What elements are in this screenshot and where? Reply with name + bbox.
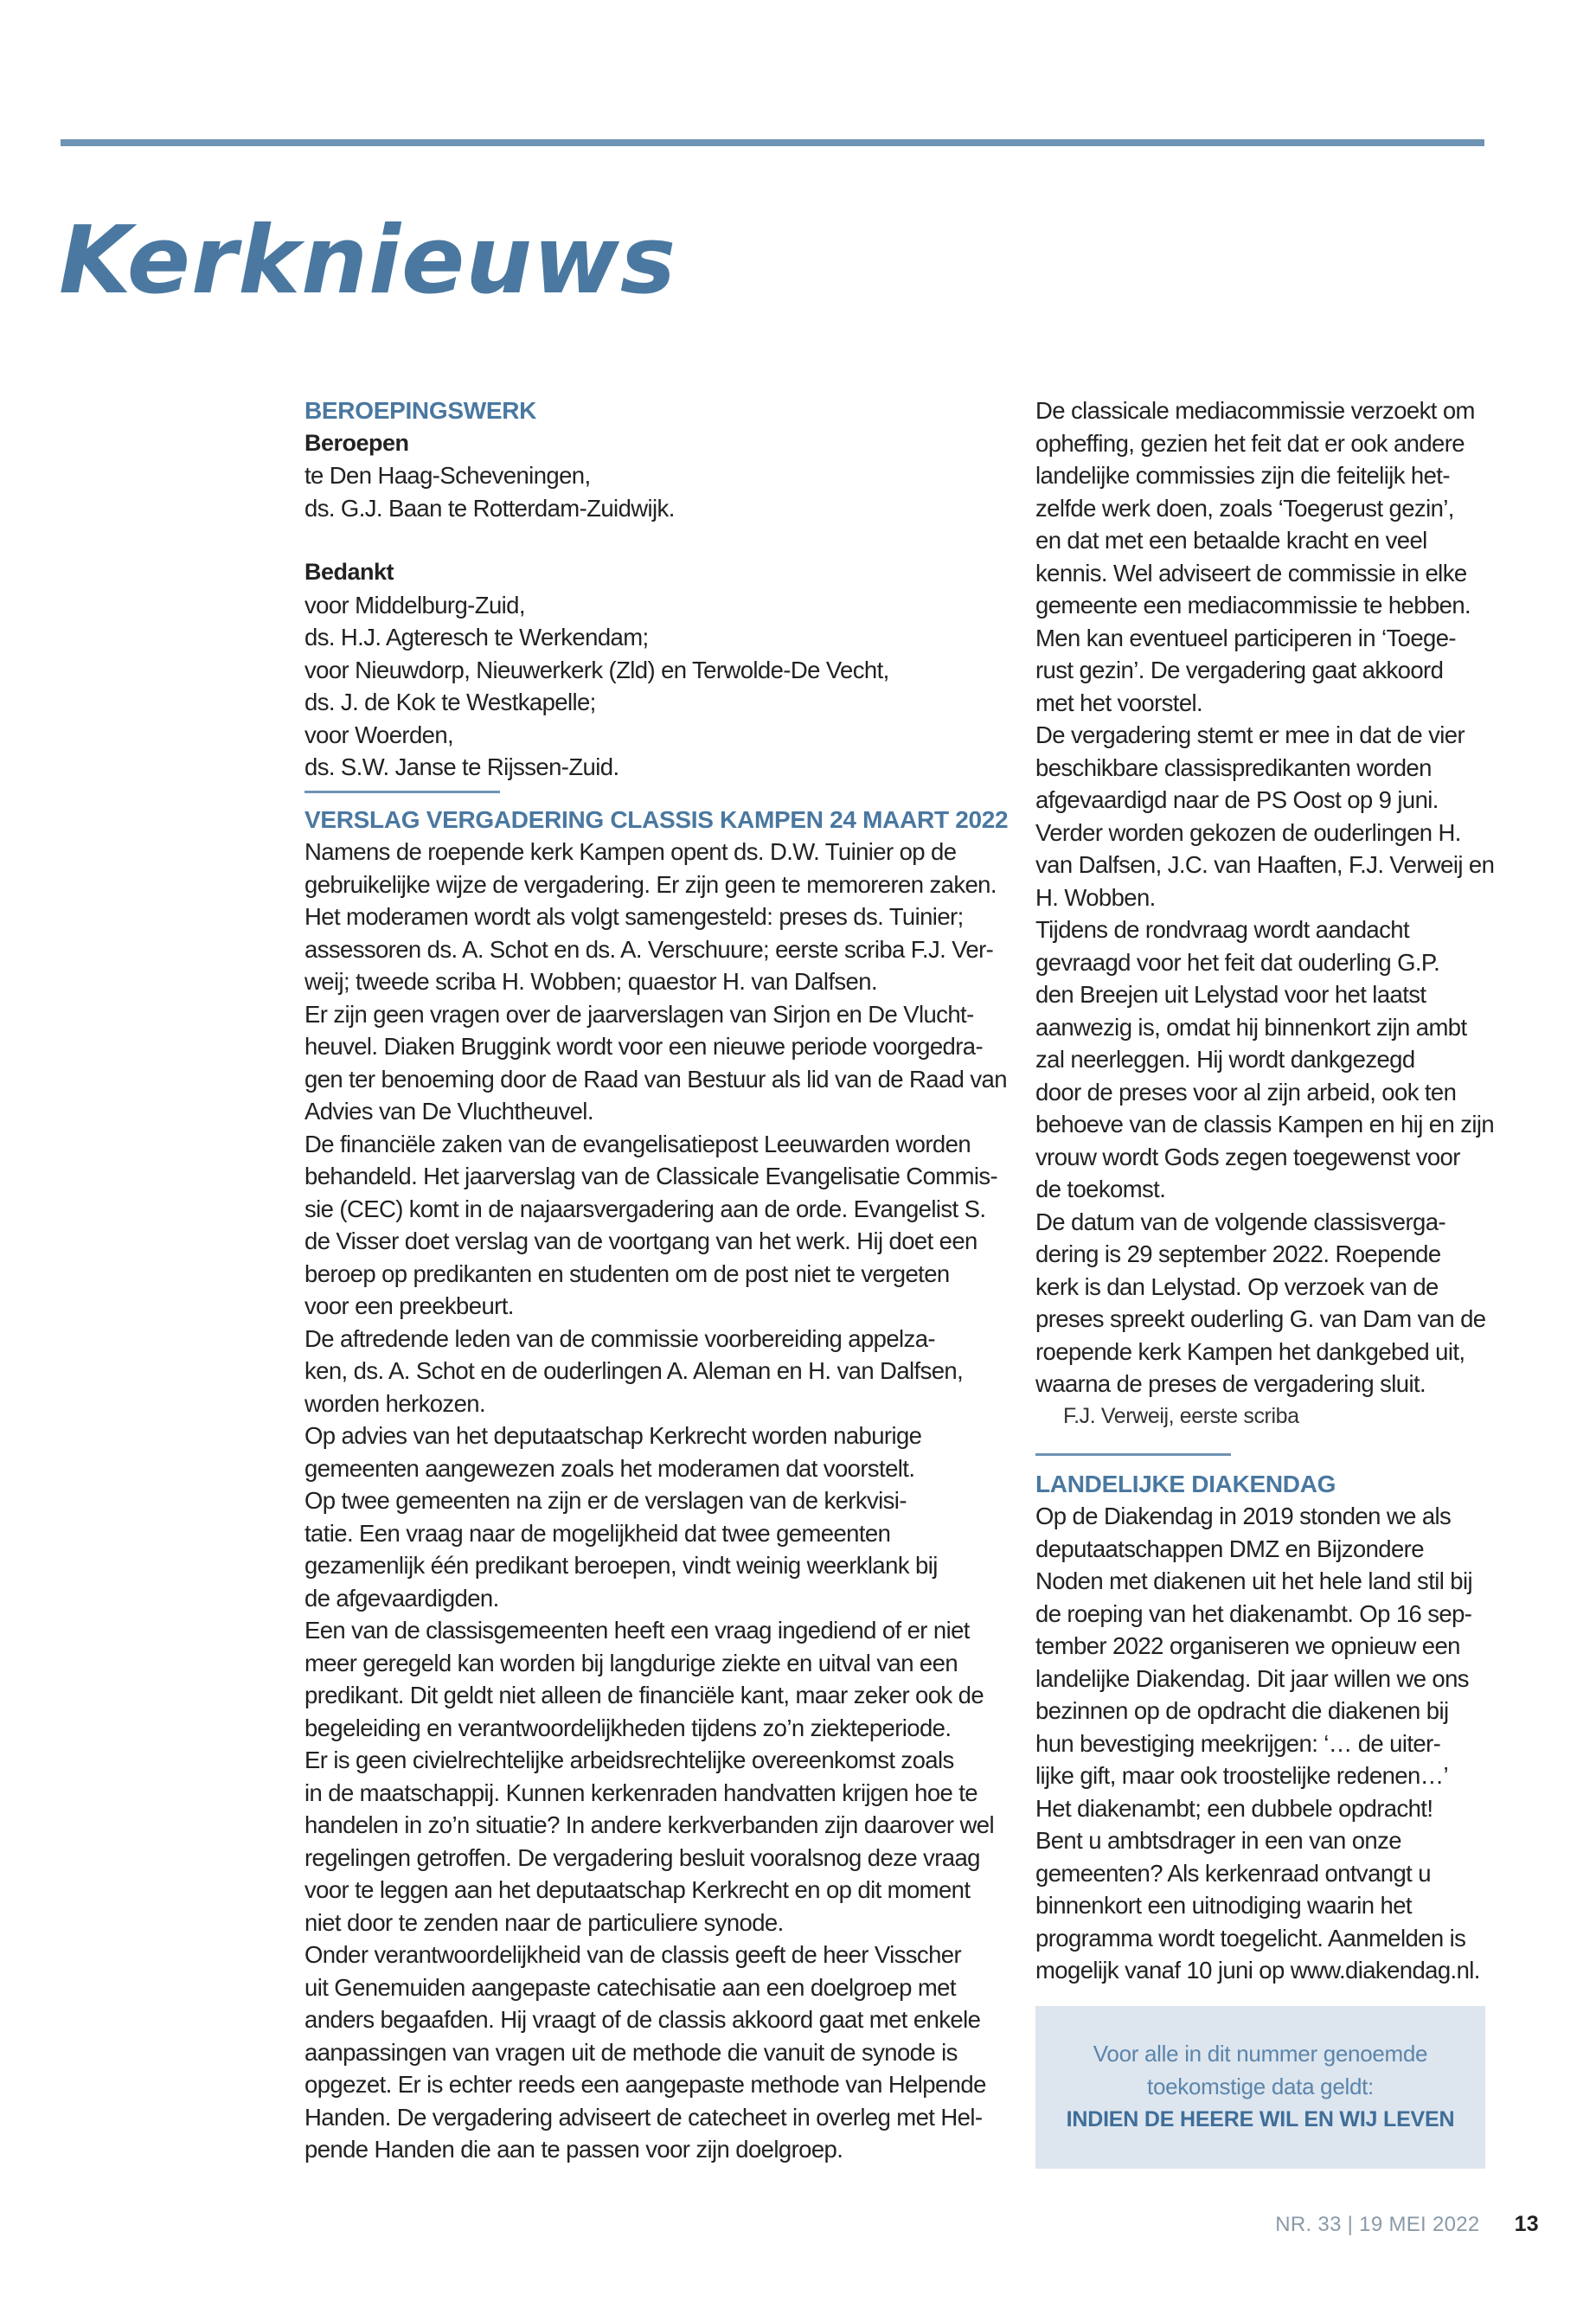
text-line: Tijdens de rondvraag wordt aandacht	[1035, 916, 1410, 943]
text-line: gevraagd voor het feit dat ouderling G.P.	[1035, 948, 1440, 976]
bedankt-list	[304, 589, 1014, 784]
bedankt-label: Bedankt	[304, 559, 394, 585]
text-line: ds. J. de Kok te Westkapelle;	[304, 689, 596, 715]
text-line: van Dalfsen, J.C. van Haaften, F.J. Verweij en	[1035, 851, 1495, 878]
text-line: zal neerleggen. Hij wordt dankgezegd	[1035, 1046, 1415, 1073]
text-line: sie (CEC) komt in de najaarsvergadering aan de orde. Evangelist S.	[304, 1195, 986, 1222]
text-line: afgevaardigd naar de PS Oost op 9 juni.	[1035, 786, 1439, 813]
text-line: Het moderamen wordt als volgt samengesteld: preses ds. Tuinier;	[304, 903, 964, 930]
diakendag-body	[1035, 1500, 1485, 1987]
text-line: de Visser doet verslag van de voortgang van het werk. Hij doet een	[304, 1227, 977, 1254]
text-line: ds. G.J. Baan te Rotterdam-Zuidwijk.	[304, 494, 675, 522]
text-line: tatie. Een vraag naar de mogelijkheid dat twee gemeenten	[304, 1519, 891, 1547]
text-line: gebruikelijke wijze de vergadering. Er zijn geen te memoreren zaken.	[304, 870, 997, 898]
section-divider	[1035, 1453, 1231, 1456]
text-line: Noden met diakenen uit het hele land stil bij	[1035, 1567, 1473, 1594]
text-line: behandeld. Het jaarverslag van de Classicale Evangelisatie Commis-	[304, 1163, 998, 1189]
page-number: 13	[1514, 2212, 1539, 2236]
notice-line-3: INDIEN DE HEERE WIL EN WIJ LEVEN	[1066, 2106, 1455, 2131]
text-line: De financiële zaken van de evangelisatiepost Leeuwarden worden	[304, 1130, 971, 1157]
text-line: heuvel. Diaken Bruggink wordt voor een nieuwe periode voorgedra-	[304, 1033, 984, 1060]
notice-line-1: Voor alle in dit nummer genoemde	[1093, 2040, 1428, 2067]
text-line: predikant. Dit geldt niet alleen de financiële kant, maar zeker ook de	[304, 1682, 984, 1708]
text-line: aanwezig is, omdat hij binnenkort zijn ambt	[1035, 1013, 1467, 1041]
text-line: dering is 29 september 2022. Roepende	[1035, 1240, 1441, 1267]
section-divider	[304, 791, 500, 793]
text-line: worden herkozen.	[304, 1389, 486, 1417]
text-line: H. Wobben.	[1035, 883, 1156, 911]
text-line: meer geregeld kan worden bij langdurige ziekte en uitval van een	[304, 1649, 958, 1676]
text-line: handelen in zo’n situatie? In andere kerkverbanden zijn daarover wel	[304, 1811, 994, 1838]
text-line: lijke gift, maar ook troostelijke redenen…’	[1035, 1762, 1449, 1789]
text-line: Het diakenambt; een dubbele opdracht!	[1035, 1794, 1433, 1822]
issue-info: NR. 33 | 19 MEI 2022	[1275, 2213, 1480, 2236]
text-line: voor te leggen aan het deputaatschap Kerkrecht en op dit moment	[304, 1876, 971, 1903]
text-line: Op twee gemeenten na zijn er de verslagen van de kerkvisi-	[304, 1487, 907, 1514]
text-line: opheffing, gezien het feit dat er ook andere	[1035, 429, 1465, 457]
text-line: deputaatschappen DMZ en Bijzondere	[1035, 1535, 1424, 1562]
text-line: ds. S.W. Janse te Rijssen-Zuid.	[304, 753, 619, 780]
text-line: assessoren ds. A. Schot en ds. A. Verschuure; eerste scriba F.J. Ver-	[304, 935, 994, 963]
verslag-body-left	[304, 836, 1014, 2166]
text-line: bezinnen op de opdracht die diakenen bij	[1035, 1697, 1449, 1724]
text-line: beschikbare classispredikanten worden	[1035, 753, 1432, 781]
text-line: ds. H.J. Agteresch te Werkendam;	[304, 624, 649, 651]
text-line: voor een preekbeurt.	[304, 1292, 514, 1319]
text-line: zelfde werk doen, zoals ‘Toegerust gezin’,	[1035, 494, 1454, 522]
verslag-heading: VERSLAG VERGADERING CLASSIS KAMPEN 24 MAART 2022	[304, 805, 1009, 833]
notice-box	[1035, 2006, 1485, 2169]
text-line: tember 2022 organiseren we opnieuw een	[1035, 1632, 1460, 1659]
text-line: Advies van De Vluchtheuvel.	[304, 1098, 593, 1125]
text-line: gemeenten aangewezen zoals het moderamen dat voorstelt.	[304, 1454, 915, 1482]
text-line: binnenkort een uitnodiging waarin het	[1035, 1892, 1412, 1919]
signature: F.J. Verweij, eerste scriba	[1063, 1403, 1299, 1428]
text-line: De datum van de volgende classisverga-	[1035, 1208, 1445, 1235]
text-line: Verder worden gekozen de ouderlingen H.	[1035, 818, 1461, 846]
text-line: weij; tweede scriba H. Wobben; quaestor H. van Dalfsen.	[304, 968, 877, 995]
beroepen-list	[304, 459, 1014, 524]
text-line: Namens de roepende kerk Kampen opent ds. D.W. Tuinier op de	[304, 838, 957, 865]
text-line: landelijke Diakendag. Dit jaar willen we ons	[1035, 1664, 1469, 1692]
text-line: kerk is dan Lelystad. Op verzoek van de	[1035, 1272, 1439, 1300]
text-line: beroep op predikanten en studenten om de post niet te vergeten	[304, 1259, 950, 1287]
text-line: anders begaafden. Hij vraagt of de classis akkoord gaat met enkele	[304, 2006, 981, 2033]
page-footer	[1275, 2212, 1539, 2237]
text-line: hun bevestiging meekrijgen: ‘… de uiter-	[1035, 1729, 1441, 1757]
text-line: begeleiding en verantwoordelijkheden tijdens zo’n ziekteperiode.	[304, 1714, 952, 1741]
text-line: rust gezin’. De vergadering gaat akkoord	[1035, 657, 1444, 683]
beroepen-label: Beroepen	[304, 429, 409, 456]
text-line: de toekomst.	[1035, 1176, 1166, 1202]
text-line: Op advies van het deputaatschap Kerkrecht worden naburige	[304, 1422, 922, 1449]
text-line: programma wordt toegelicht. Aanmelden is	[1035, 1924, 1466, 1952]
text-line: landelijke commissies zijn die feitelijk het-	[1035, 462, 1450, 489]
text-line: regelingen getroffen. De vergadering besluit vooralsnog deze vraag	[304, 1843, 980, 1871]
left-column	[304, 394, 1014, 2166]
text-line: De aftredende leden van de commissie voorbereiding appelza-	[304, 1324, 935, 1352]
text-line: te Den Haag-Scheveningen,	[304, 462, 591, 489]
text-line: De classicale mediacommissie verzoekt om	[1035, 397, 1475, 424]
text-line: gezamenlijk één predikant beroepen, vindt weinig weerklank bij	[304, 1552, 938, 1579]
text-line: niet door te zenden naar de particuliere synode.	[304, 1908, 784, 1936]
text-line: gemeenten? Als kerkenraad ontvangt u	[1035, 1859, 1431, 1887]
text-line: aanpassingen van vragen uit de methode die vanuit de synode is	[304, 2038, 958, 2066]
text-line: kennis. Wel adviseert de commissie in elke	[1035, 559, 1467, 586]
text-line: De vergadering stemt er mee in dat de vier	[1035, 721, 1465, 748]
top-rule	[61, 139, 1484, 146]
text-line: waarna de preses de vergadering sluit.	[1035, 1370, 1426, 1397]
text-line: Onder verantwoordelijkheid van de classis geeft de heer Visscher	[304, 1941, 962, 1968]
text-line: Handen. De vergadering adviseert de catecheet in overleg met Hel-	[304, 2103, 983, 2131]
page-title: Kerknieuws	[59, 207, 677, 315]
text-line: gen ter benoeming door de Raad van Bestuur als lid van de Raad van	[304, 1065, 1007, 1093]
text-line: behoeve van de classis Kampen en hij en zijn	[1035, 1111, 1495, 1138]
text-line: preses spreekt ouderling G. van Dam van de	[1035, 1305, 1486, 1332]
text-line: uit Genemuiden aangepaste catechisatie aan een doelgroep met	[304, 1973, 956, 2001]
text-line: met het voorstel.	[1035, 689, 1203, 716]
beroepingswerk-heading: BEROEPINGSWERK	[304, 397, 537, 424]
text-line: Men kan eventueel participeren in ‘Toege-	[1035, 624, 1456, 651]
text-line: Er is geen civielrechtelijke arbeidsrechtelijke overeenkomst zoals	[304, 1747, 954, 1773]
text-line: roepende kerk Kampen het dankgebed uit,	[1035, 1337, 1465, 1365]
text-line: gemeente een mediacommissie te hebben.	[1035, 592, 1471, 619]
right-column	[1035, 394, 1495, 2169]
text-line: in de maatschappij. Kunnen kerkenraden handvatten krijgen hoe te	[304, 1779, 977, 1806]
text-line: de afgevaardigden.	[304, 1584, 499, 1612]
text-line: den Breejen uit Lelystad voor het laatst	[1035, 981, 1426, 1008]
text-line: voor Nieuwdorp, Nieuwerkerk (Zld) en Terwolde-De Vecht,	[304, 656, 889, 683]
text-line: pende Handen die aan te passen voor zijn doelgroep.	[304, 2136, 843, 2163]
text-line: en dat met een betaalde kracht en veel	[1035, 527, 1427, 554]
text-line: vrouw wordt Gods zegen toegewenst voor	[1035, 1143, 1460, 1170]
text-line: door de preses voor al zijn arbeid, ook ten	[1035, 1078, 1457, 1106]
text-line: voor Woerden,	[304, 721, 454, 748]
verslag-body-right	[1035, 394, 1495, 1400]
text-line: mogelijk vanaf 10 juni op www.diakendag.nl.	[1035, 1957, 1480, 1984]
diakendag-heading: LANDELIJKE DIAKENDAG	[1035, 1470, 1336, 1497]
text-line: de roeping van het diakenambt. Op 16 sep-	[1035, 1599, 1472, 1627]
text-line: Op de Diakendag in 2019 stonden we als	[1035, 1503, 1452, 1529]
text-line: Een van de classisgemeenten heeft een vraag ingediend of er niet	[304, 1617, 970, 1644]
text-line: Bent u ambtsdrager in een van onze	[1035, 1827, 1401, 1854]
notice-line-2: toekomstige data geldt:	[1147, 2073, 1374, 2099]
text-line: Er zijn geen vragen over de jaarverslagen van Sirjon en De Vlucht-	[304, 1000, 974, 1028]
text-line: opgezet. Er is echter reeds een aangepaste methode van Helpende	[304, 2071, 986, 2098]
text-line: ken, ds. A. Schot en de ouderlingen A. Aleman en H. van Dalfsen,	[304, 1357, 964, 1384]
text-line: voor Middelburg-Zuid,	[304, 591, 525, 619]
